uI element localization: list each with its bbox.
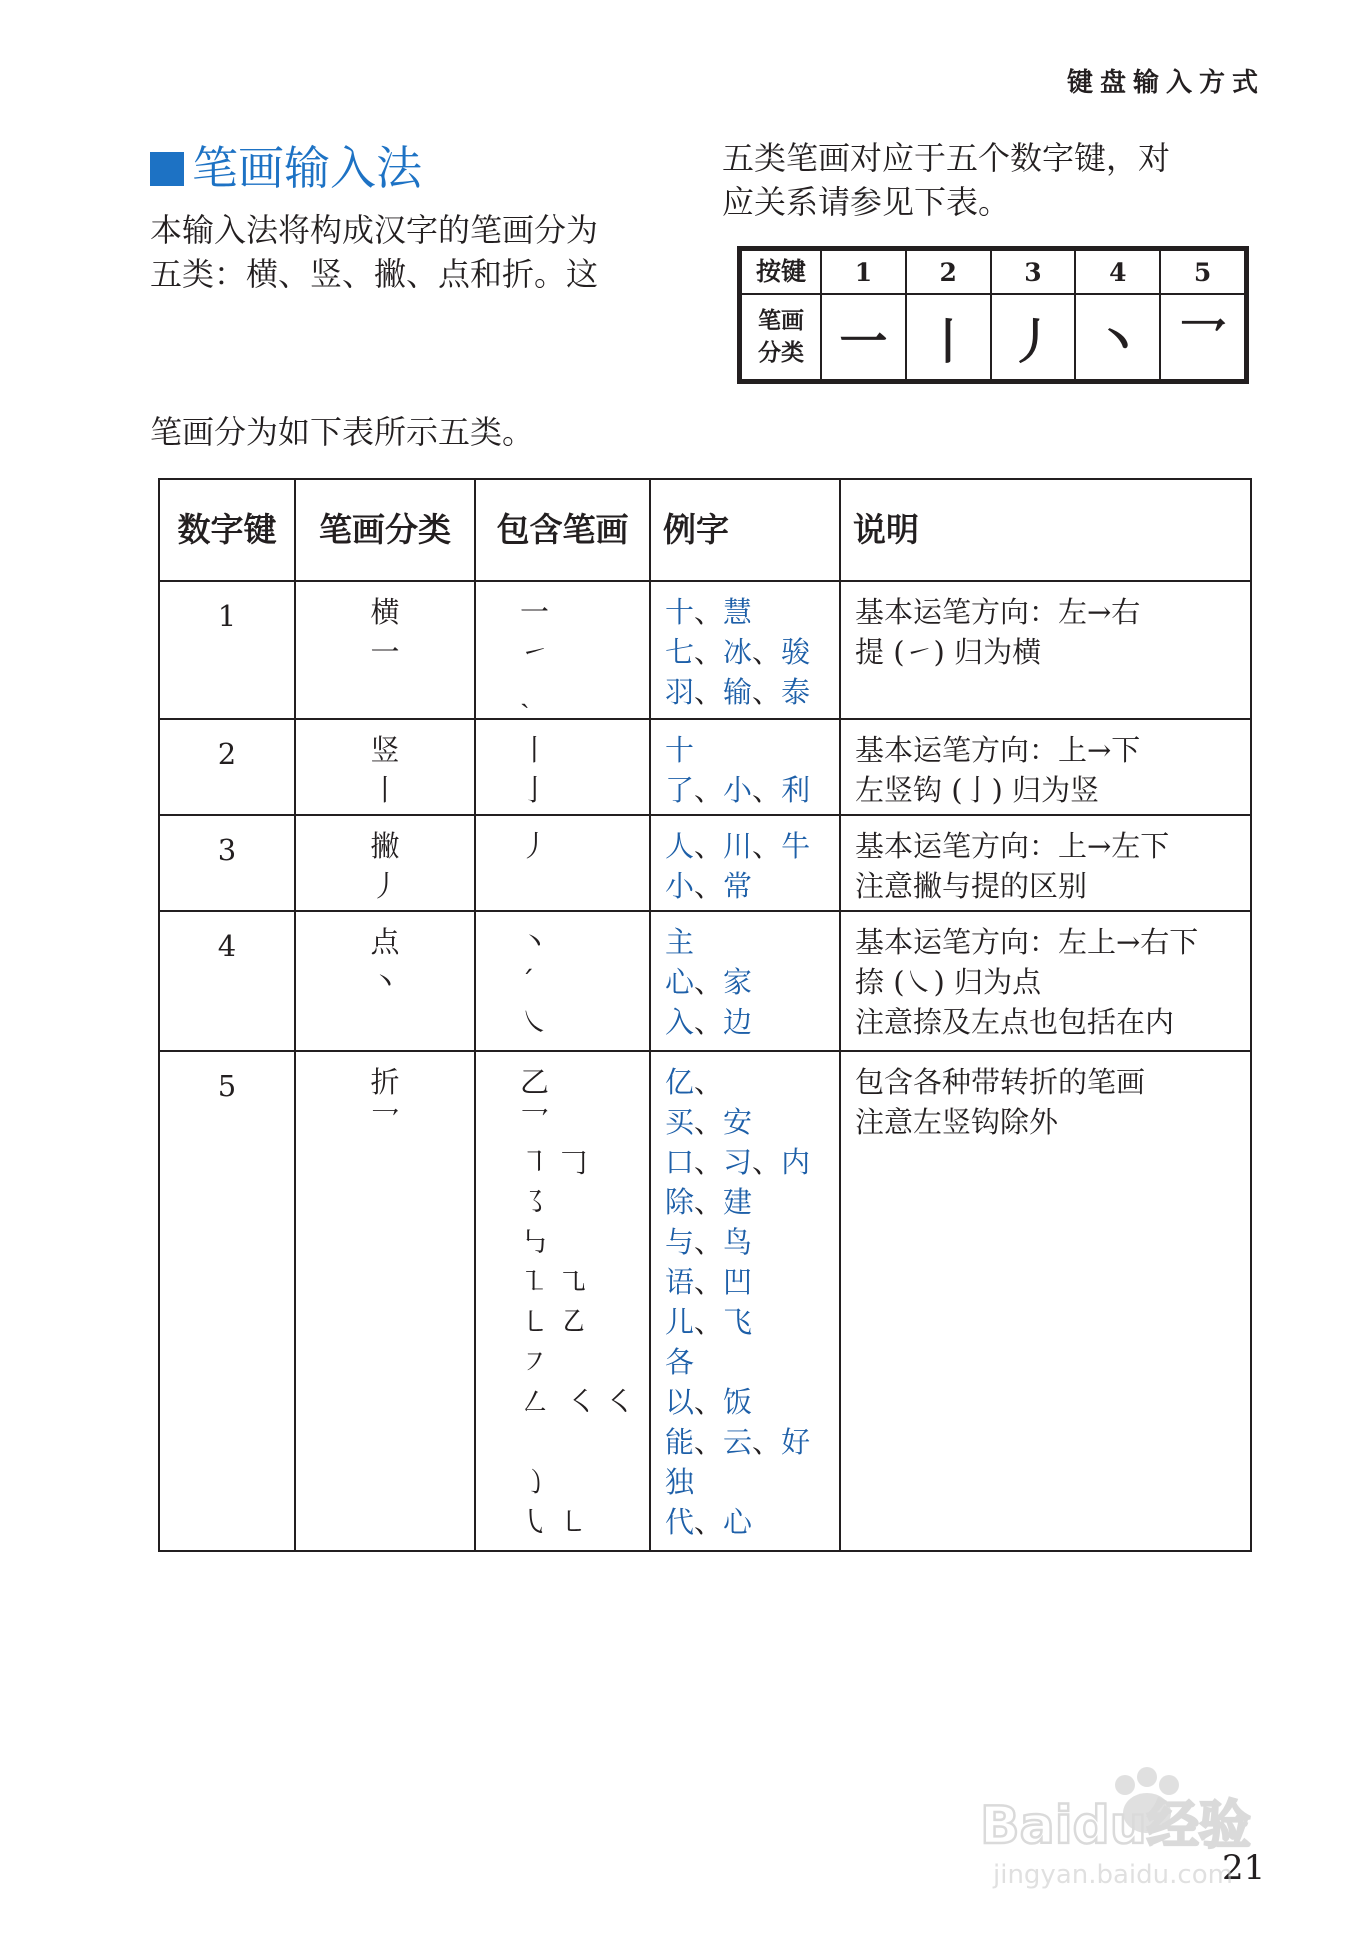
description-line: 提 (㇀) 归为横 [855, 635, 1042, 669]
separator: 、 [694, 1105, 724, 1139]
example-char: 川 [723, 829, 753, 863]
example-line [665, 866, 839, 906]
example-char: 安 [723, 1105, 753, 1139]
watermark-url: jingyan.baidu.com [993, 1860, 1233, 1890]
row-strokes [475, 1051, 650, 1551]
separator: 、 [694, 1425, 724, 1459]
example-line [665, 632, 839, 672]
example-line [665, 826, 839, 866]
example-char: 口 [665, 1145, 695, 1179]
separator: 、 [752, 773, 782, 807]
stroke-glyph: 乛 [520, 1105, 550, 1139]
key-cell: 5 [1160, 250, 1245, 294]
intro-paragraph [150, 208, 670, 296]
example-char: 鸟 [723, 1225, 753, 1259]
stroke-cell: 丨 [906, 294, 991, 380]
example-char: 输 [723, 675, 753, 709]
separator: 、 [752, 829, 782, 863]
title-square-icon [150, 152, 184, 186]
row-examples [650, 911, 840, 1051]
separator: 、 [752, 635, 782, 669]
row-examples [650, 719, 840, 815]
row-strokes [475, 911, 650, 1051]
category-name: 竖 [370, 733, 400, 767]
separator: 、 [694, 1505, 724, 1539]
stroke-glyph: ㇏ [520, 1005, 550, 1039]
example-char: 习 [723, 1145, 753, 1179]
key-mapping-table [737, 246, 1249, 384]
description-line: 包含各种带转折的笔画 [855, 1065, 1146, 1099]
right-line: 应关系请参见下表。 [722, 183, 1011, 221]
description-line: 基本运笔方向：上→左下 [855, 829, 1170, 863]
example-line [665, 592, 839, 632]
stroke-category-table [158, 478, 1250, 1552]
example-char: 家 [723, 965, 753, 999]
row-examples [650, 1051, 840, 1551]
description-line: 基本运笔方向：左→右 [855, 595, 1141, 629]
example-char: 心 [665, 965, 695, 999]
stroke-glyph: ㇌ [520, 1185, 550, 1219]
stroke-glyph: 一 [520, 595, 550, 629]
example-char: 慧 [723, 595, 753, 629]
category-stroke: 丨 [370, 773, 400, 807]
example-char: 与 [665, 1225, 695, 1259]
stroke-glyph: 丨 [520, 733, 550, 767]
stroke-glyph: ㇀ [520, 635, 550, 669]
example-line [665, 1422, 839, 1462]
example-line [665, 922, 839, 962]
running-header: 键盘输入方式 [1066, 68, 1265, 98]
example-char: 主 [665, 925, 695, 959]
example-char: 凹 [723, 1265, 753, 1299]
example-char: 代 [665, 1505, 695, 1539]
example-line [665, 1342, 839, 1382]
separator: 、 [752, 1425, 782, 1459]
description-line: 注意左竖钩除外 [855, 1105, 1059, 1139]
separator: 、 [694, 1185, 724, 1219]
stroke-glyph: ㇂ ㇄ [520, 1505, 588, 1539]
example-line [665, 1302, 839, 1342]
example-char: 云 [723, 1425, 753, 1459]
separator: 、 [694, 595, 724, 629]
example-char: 小 [723, 773, 753, 807]
category-name: 横 [370, 595, 400, 629]
separator: 、 [694, 1305, 724, 1339]
row-description [840, 719, 1251, 815]
row-category [295, 911, 475, 1051]
example-char: 七 [665, 635, 695, 669]
example-char: 除 [665, 1185, 695, 1219]
separator: 、 [694, 675, 724, 709]
example-line [665, 1382, 839, 1422]
row-key: 3 [159, 815, 295, 911]
example-char: 十 [665, 595, 695, 629]
description-line: 捺 (㇏) 归为点 [855, 965, 1042, 999]
row-strokes [475, 815, 650, 911]
example-char: 好 [781, 1425, 811, 1459]
page-number: 21 [1222, 1848, 1266, 1888]
example-char: 边 [723, 1005, 753, 1039]
row-category [295, 581, 475, 719]
row-description [840, 581, 1251, 719]
example-char: 建 [723, 1185, 753, 1219]
category-stroke: 丿 [370, 869, 400, 903]
row-key: 2 [159, 719, 295, 815]
separator: 、 [694, 1225, 724, 1259]
separator: 、 [694, 1385, 724, 1419]
example-char: 冰 [723, 635, 753, 669]
example-char: 骏 [781, 635, 811, 669]
example-char: 人 [665, 829, 695, 863]
row-category [295, 815, 475, 911]
baidu-watermark [975, 1755, 1295, 1895]
key-cell: 2 [906, 250, 991, 294]
example-line [665, 1002, 839, 1042]
row-description [840, 1051, 1251, 1551]
category-name: 撇 [370, 829, 400, 863]
key-cell: 4 [1075, 250, 1160, 294]
example-char: 牛 [781, 829, 811, 863]
intro-line: 本输入法将构成汉字的笔画分为 [150, 211, 599, 249]
example-char: 以 [665, 1385, 695, 1419]
section-title [150, 132, 422, 198]
key-table-head-line: 笔画 [758, 307, 804, 334]
example-line [665, 1102, 839, 1142]
stroke-glyph: 丶 [520, 925, 550, 959]
separator: 、 [752, 1145, 782, 1179]
intro-line: 五类：横、竖、撇、点和折。这 [150, 255, 599, 293]
example-char: 独 [665, 1465, 695, 1499]
example-char: 十 [665, 733, 695, 767]
description-line: 注意捺及左点也包括在内 [855, 1005, 1175, 1039]
key-table-head-strokes [741, 294, 821, 380]
key-table-head-line: 分类 [758, 339, 804, 366]
row-strokes [475, 719, 650, 815]
stroke-cell: 乛 [1160, 294, 1245, 380]
row-examples [650, 815, 840, 911]
example-line [665, 1062, 839, 1102]
example-line [665, 1222, 839, 1262]
stroke-cell: 丿 [991, 294, 1076, 380]
example-line [665, 730, 839, 770]
row-key: 1 [159, 581, 295, 719]
example-char: 常 [723, 869, 753, 903]
stroke-glyph: ˏ [520, 675, 530, 709]
example-line [665, 962, 839, 1002]
description-line: 注意撇与提的区别 [855, 869, 1088, 903]
separator: 、 [694, 1145, 724, 1179]
example-char: 入 [665, 1005, 695, 1039]
right-line: 五类笔画对应于五个数字键，对 [722, 139, 1171, 177]
example-char: 利 [781, 773, 811, 807]
stroke-cell: 丶 [1075, 294, 1160, 380]
separator: 、 [694, 1005, 724, 1039]
example-char: 能 [665, 1425, 695, 1459]
stroke-glyph [520, 1422, 649, 1462]
example-line [665, 1462, 839, 1502]
description-line: 左竖钩 (亅) 归为竖 [855, 773, 1100, 807]
row-description [840, 815, 1251, 911]
stroke-glyph: ㇕ 𠃌 [520, 1145, 588, 1179]
example-line [665, 1182, 839, 1222]
stroke-cell: 一 [821, 294, 906, 380]
row-key: 5 [159, 1051, 295, 1551]
example-char: 小 [665, 869, 695, 903]
table-row [159, 719, 1251, 815]
header-description: 说明 [840, 479, 1251, 581]
stroke-glyph: 亅 [520, 773, 550, 807]
key-cell: 1 [821, 250, 906, 294]
header-key: 数字键 [159, 479, 295, 581]
table-row [159, 911, 1251, 1051]
example-line [665, 770, 839, 810]
row-description [840, 911, 1251, 1051]
header-examples: 例字 [650, 479, 840, 581]
stroke-glyph: ㇄ ㇠ [520, 1305, 588, 1339]
category-name: 折 [370, 1065, 400, 1099]
stroke-glyph: ㇉ [520, 1225, 550, 1259]
example-char: 羽 [665, 675, 695, 709]
header-category: 笔画分类 [295, 479, 475, 581]
stroke-glyph: ㇅ ㇈ [520, 1265, 588, 1299]
separator: 、 [752, 675, 782, 709]
example-char: 亿 [665, 1065, 695, 1099]
table-row [159, 581, 1251, 719]
table-body [159, 581, 1251, 1551]
category-stroke: 一 [370, 635, 400, 669]
row-key: 4 [159, 911, 295, 1051]
example-char: 内 [781, 1145, 811, 1179]
example-char: 儿 [665, 1305, 695, 1339]
example-line [665, 1142, 839, 1182]
key-cell: 3 [991, 250, 1076, 294]
separator: 、 [694, 635, 724, 669]
example-char: 心 [723, 1505, 753, 1539]
example-char: 飞 [723, 1305, 753, 1339]
row-examples [650, 581, 840, 719]
right-paragraph [722, 136, 1262, 224]
key-table-head-keys: 按键 [741, 250, 821, 294]
separator: 、 [694, 829, 724, 863]
row-strokes [475, 581, 650, 719]
category-stroke: 乛 [370, 1105, 400, 1139]
table-row [159, 815, 1251, 911]
stroke-glyph: ㇜ ㇛ ㇛ [520, 1385, 635, 1419]
example-char: 各 [665, 1345, 695, 1379]
row-category [295, 719, 475, 815]
separator: 、 [694, 1265, 724, 1299]
description-line: 基本运笔方向：上→下 [855, 733, 1141, 767]
row-category [295, 1051, 475, 1551]
separator: 、 [694, 869, 724, 903]
example-char: 了 [665, 773, 695, 807]
stroke-glyph: 丿 [520, 829, 550, 863]
table-row [159, 1051, 1251, 1551]
example-line [665, 1262, 839, 1302]
separator: 、 [694, 965, 724, 999]
example-char: 泰 [781, 675, 811, 709]
stroke-glyph: ㇇ [520, 1345, 550, 1379]
example-line [665, 1502, 839, 1542]
example-char: 语 [665, 1265, 695, 1299]
category-stroke: 丶 [370, 965, 400, 999]
section-title-text: 笔画输入法 [192, 141, 422, 195]
example-char: 买 [665, 1105, 695, 1139]
watermark-brand: Baidu经验 [980, 1796, 1251, 1856]
description-line: 基本运笔方向：左上→右下 [855, 925, 1199, 959]
category-name: 点 [370, 925, 400, 959]
separator: 、 [694, 1065, 724, 1099]
stroke-glyph: 乙 [520, 1065, 550, 1099]
example-char: 饭 [723, 1385, 753, 1419]
example-line [665, 672, 839, 712]
header-strokes: 包含笔画 [475, 479, 650, 581]
stroke-glyph: ㇁ [520, 1465, 550, 1499]
separator: 、 [694, 773, 724, 807]
table-intro-text: 笔画分为如下表所示五类。 [150, 413, 535, 451]
stroke-glyph: ˊ [520, 965, 535, 999]
